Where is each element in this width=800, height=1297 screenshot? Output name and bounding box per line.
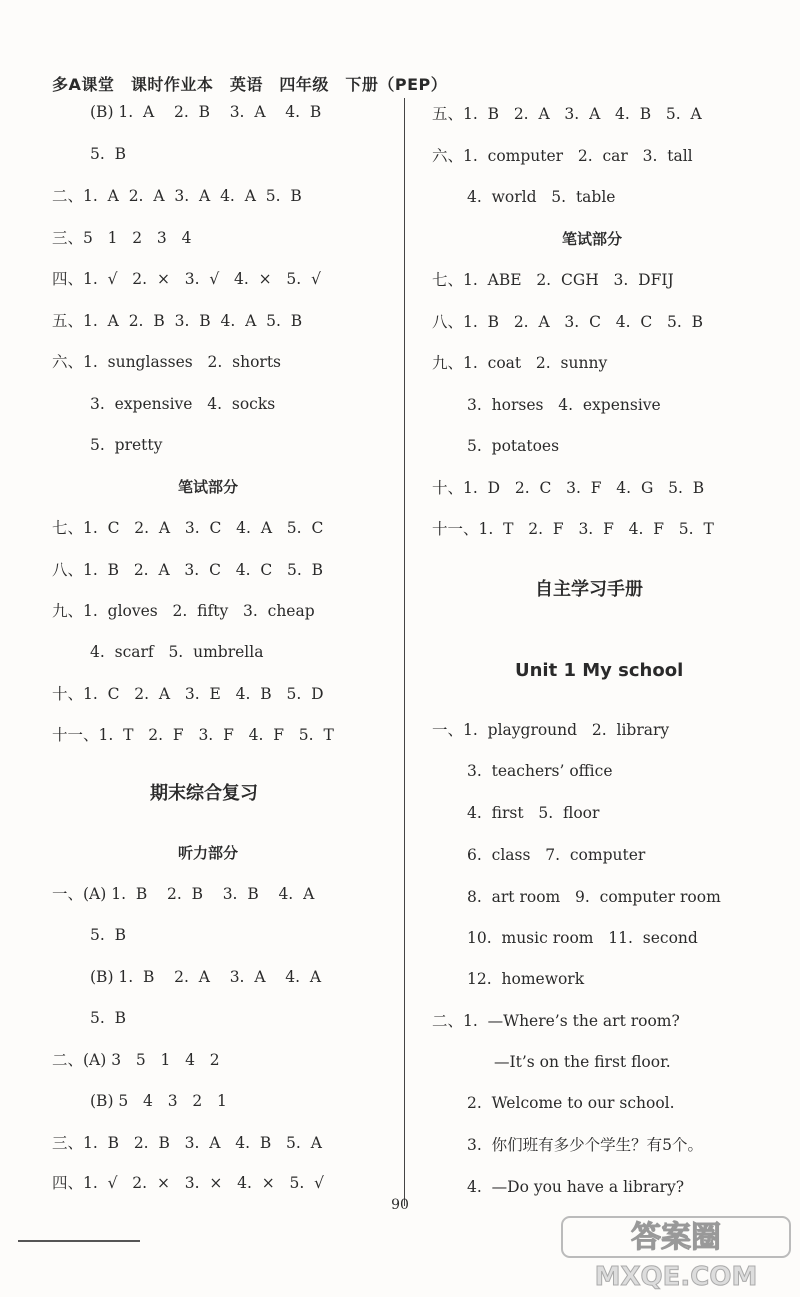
- right-answer-line: 4. world 5. table: [467, 188, 616, 206]
- page-number: 90: [391, 1197, 409, 1213]
- footer-rule: [18, 1240, 140, 1242]
- watermark-title: 答案圈: [631, 1220, 721, 1255]
- right-answer-line: —It’s on the first floor.: [494, 1053, 671, 1071]
- left-answer-line: 一、(A) 1. B 2. B 3. B 4. A: [52, 885, 315, 903]
- right-answer-line: 五、1. B 2. A 3. A 4. B 5. A: [432, 105, 702, 123]
- right-answer-line: 六、1. computer 2. car 3. tall: [432, 147, 693, 165]
- left-answer-line: 5. B: [90, 1009, 127, 1027]
- right-answer-line: 八、1. B 2. A 3. C 4. C 5. B: [432, 313, 704, 331]
- left-answer-line: 三、1. B 2. B 3. A 4. B 5. A: [52, 1134, 322, 1152]
- left-answer-line: 4. scarf 5. umbrella: [90, 643, 264, 661]
- right-answer-line: 5. potatoes: [467, 437, 560, 455]
- left-answer-line: 七、1. C 2. A 3. C 4. A 5. C: [52, 519, 324, 537]
- right-answer-line: 4. —Do you have a library?: [467, 1178, 685, 1196]
- left-answer-line: 十、1. C 2. A 3. E 4. B 5. D: [52, 685, 324, 703]
- left-answer-line: 五、1. A 2. B 3. B 4. A 5. B: [52, 312, 303, 330]
- left-answer-line: 三、5 1 2 3 4: [52, 229, 192, 247]
- right-answer-line: 九、1. coat 2. sunny: [432, 354, 608, 372]
- left-answer-line: 二、(A) 3 5 1 4 2: [52, 1051, 220, 1069]
- left-answer-line: 二、1. A 2. A 3. A 4. A 5. B: [52, 187, 302, 205]
- right-answer-line: 一、1. playground 2. library: [432, 721, 670, 739]
- left-section-heading: 听力部分: [178, 844, 239, 862]
- page-header: 多A课堂 课时作业本 英语 四年级 下册（PEP）: [52, 75, 448, 94]
- left-answer-line: (B) 1. B 2. A 3. A 4. A: [90, 968, 322, 986]
- left-answer-line: 八、1. B 2. A 3. C 4. C 5. B: [52, 561, 324, 579]
- right-chapter-title: 自主学习手册: [535, 579, 643, 600]
- left-answer-line: 5. pretty: [90, 436, 163, 454]
- right-chapter-title: Unit 1 My school: [515, 660, 684, 681]
- right-answer-line: 十一、1. T 2. F 3. F 4. F 5. T: [432, 520, 714, 538]
- right-section-heading: 笔试部分: [562, 230, 623, 248]
- right-answer-line: 十、1. D 2. C 3. F 4. G 5. B: [432, 479, 705, 497]
- right-answer-line: 12. homework: [467, 970, 585, 988]
- left-answer-line: (B) 5 4 3 2 1: [90, 1092, 227, 1110]
- left-answer-line: 九、1. gloves 2. fifty 3. cheap: [52, 602, 315, 620]
- right-answer-line: 3. horses 4. expensive: [467, 396, 661, 414]
- right-answer-line: 2. Welcome to our school.: [467, 1094, 675, 1112]
- right-answer-line: 6. class 7. computer: [467, 846, 646, 864]
- left-answer-line: 十一、1. T 2. F 3. F 4. F 5. T: [52, 726, 334, 744]
- right-answer-line: 10. music room 11. second: [467, 929, 698, 947]
- right-answer-line: 3. 你们班有多少个学生？有5个。: [467, 1136, 704, 1154]
- left-answer-line: 3. expensive 4. socks: [90, 395, 276, 413]
- left-section-heading: 笔试部分: [178, 478, 239, 496]
- column-divider: [404, 98, 405, 1206]
- watermark-url: MXQE.COM: [594, 1262, 758, 1292]
- left-answer-line: 5. B: [90, 145, 127, 163]
- right-answer-line: 3. teachers’ office: [467, 762, 613, 780]
- left-answer-line: 六、1. sunglasses 2. shorts: [52, 353, 282, 371]
- right-answer-line: 七、1. ABE 2. CGH 3. DFIJ: [432, 271, 674, 289]
- left-answer-line: 5. B: [90, 926, 127, 944]
- left-answer-line: 四、1. √ 2. × 3. × 4. × 5. √: [52, 1174, 325, 1192]
- right-answer-line: 4. first 5. floor: [467, 804, 600, 822]
- left-answer-line: 四、1. √ 2. × 3. √ 4. × 5. √: [52, 270, 321, 288]
- right-answer-line: 8. art room 9. computer room: [467, 888, 721, 906]
- right-answer-line: 二、1. —Where’s the art room?: [432, 1012, 680, 1030]
- watermark-logo: [560, 1215, 792, 1293]
- left-chapter-title: 期末综合复习: [150, 783, 258, 804]
- left-answer-line: (B) 1. A 2. B 3. A 4. B: [90, 103, 322, 121]
